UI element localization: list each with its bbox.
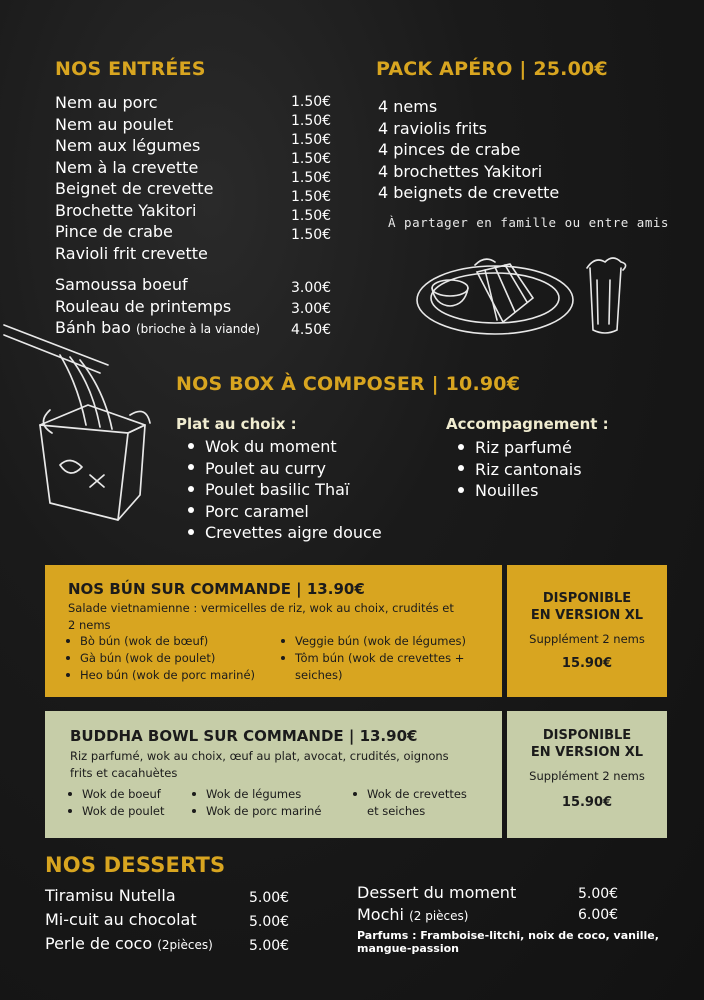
entrees-prices	[291, 93, 331, 245]
bullet-icon	[188, 529, 194, 535]
list-item: Tôm bún (wok de crevettes +	[281, 650, 466, 667]
list-item: Heo bún (wok de porc mariné)	[66, 667, 255, 684]
price: 3.00€	[291, 280, 332, 296]
list-item: Pince de crabe	[55, 222, 173, 241]
price: 1.50€	[291, 132, 332, 148]
list-item: 4 nems	[378, 97, 438, 116]
price: 5.00€	[249, 890, 290, 906]
apero-list	[378, 96, 559, 204]
plats-list	[188, 436, 382, 544]
bullet-icon	[192, 792, 196, 796]
price: 1.50€	[291, 170, 332, 186]
entrees-list	[55, 92, 213, 264]
parfums-line: mangue-passion	[357, 942, 459, 955]
price: 5.00€	[578, 886, 619, 902]
entrees-title: NOS ENTRÉES	[55, 58, 206, 80]
bun-panel	[45, 565, 502, 697]
accs-list	[458, 437, 582, 502]
bun-desc-line: 2 nems	[68, 618, 111, 632]
bullet-icon	[458, 444, 464, 450]
list-item: Porc caramel	[188, 501, 382, 523]
list-item: 4 beignets de crevette	[378, 183, 560, 202]
plate-beer-illustration	[415, 250, 635, 345]
list-item: Dessert du moment	[357, 883, 517, 902]
list-item: Poulet au curry	[188, 458, 382, 480]
list-item: Tiramisu Nutella	[45, 886, 176, 905]
list-item: Mi-cuit au chocolat	[45, 910, 197, 929]
list-item: Perle de coco (2pièces)	[45, 934, 213, 953]
price: 6.00€	[578, 907, 619, 923]
item-note: (2 pièces)	[409, 908, 469, 923]
bun-desc-line: Salade vietnamienne : vermicelles de riz, wok au choix, crudités et	[68, 601, 454, 615]
bullet-icon	[458, 487, 464, 493]
list-item: Nem au porc	[55, 93, 158, 112]
list-item: Wok de crevettes	[353, 786, 467, 803]
xl-price: 15.90€	[561, 656, 613, 671]
list-item: 4 raviolis frits	[378, 118, 487, 138]
list-item: Wok de boeuf	[68, 786, 164, 803]
list-item: Samoussa boeuf	[55, 275, 188, 294]
bun-title: NOS BÚN SUR COMMANDE | 13.90€	[68, 580, 365, 598]
list-item: 4 pinces de crabe	[378, 140, 521, 159]
bowl-xl-panel	[507, 711, 667, 838]
list-item: seiches)	[295, 668, 343, 682]
list-item: Ravioli frit crevette	[55, 243, 208, 263]
xl-supplement: Supplément 2 nems	[529, 769, 645, 783]
price: 1.50€	[291, 189, 332, 205]
list-item: Brochette Yakitori	[55, 200, 197, 220]
list-item: Bánh bao (brioche à la viande)	[55, 318, 261, 337]
list-item: Nem aux légumes	[55, 136, 201, 155]
list-item: Wok de poulet	[68, 803, 164, 820]
bowl-desc-line: Riz parfumé, wok au choix, œuf au plat, avocat, crudités, oignons	[70, 749, 449, 763]
bullet-icon	[458, 465, 464, 471]
desserts-right-list	[357, 882, 516, 927]
list-item: Nouilles	[458, 480, 582, 502]
bullet-icon	[66, 639, 70, 643]
xl-price: 15.90€	[561, 795, 613, 810]
list-item: Wok de porc mariné	[192, 803, 321, 820]
list-item: Veggie bún (wok de légumes)	[281, 633, 466, 650]
list-item: Nem au poulet	[55, 114, 174, 134]
price: 5.00€	[249, 914, 290, 930]
xl-supplement: Supplément 2 nems	[529, 632, 645, 646]
list-item: 4 brochettes Yakitori	[378, 161, 543, 181]
price: 1.50€	[291, 113, 332, 129]
bullet-icon	[188, 464, 194, 470]
price: 1.50€	[291, 208, 332, 224]
list-item: Nem à la crevette	[55, 157, 199, 177]
apero-title: PACK APÉRO | 25.00€	[376, 58, 608, 80]
bullet-icon	[281, 639, 285, 643]
box-title: NOS BOX À COMPOSER | 10.90€	[176, 373, 521, 395]
bullet-icon	[68, 792, 72, 796]
parfums-line: Parfums : Framboise-litchi, noix de coco, vanille,	[357, 929, 659, 942]
bullet-icon	[66, 656, 70, 660]
item-note: (brioche à la viande)	[136, 322, 261, 336]
bullet-icon	[353, 792, 357, 796]
bullet-icon	[192, 809, 196, 813]
price: 4.50€	[291, 322, 332, 338]
apero-note: À partager en famille ou entre amis	[388, 215, 669, 230]
bun-xl-panel	[507, 565, 667, 697]
plat-label: Plat au choix :	[176, 415, 297, 433]
bowl-desc-line: frits et cacahuètes	[70, 766, 178, 780]
bullet-icon	[188, 486, 194, 492]
bowl-col2	[192, 786, 321, 820]
bowl-panel	[45, 711, 502, 838]
price: 1.50€	[291, 151, 332, 167]
bullet-icon	[188, 507, 194, 513]
list-item: et seiches	[367, 804, 426, 818]
item-note: (2pièces)	[157, 938, 213, 952]
list-item: Crevettes aigre douce	[188, 522, 382, 544]
bullet-icon	[66, 673, 70, 677]
price: 1.50€	[291, 227, 332, 243]
xl-label: DISPONIBLE	[542, 728, 632, 743]
bullet-icon	[188, 443, 194, 449]
noodle-box-illustration	[0, 315, 160, 540]
list-item: Bò bún (wok de bœuf)	[66, 633, 255, 650]
mochi-parfums	[357, 929, 659, 955]
xl-label: DISPONIBLE	[542, 591, 632, 606]
price: 3.00€	[291, 301, 332, 317]
price: 5.00€	[249, 938, 290, 954]
list-item: Mochi (2 pièces)	[357, 904, 469, 924]
bullet-icon	[68, 809, 72, 813]
list-item: Poulet basilic Thaï	[188, 479, 382, 501]
bun-desc	[68, 600, 454, 634]
desserts-title: NOS DESSERTS	[45, 853, 226, 877]
list-item: Riz parfumé	[458, 437, 582, 459]
desserts-right-prices	[578, 884, 618, 926]
price: 1.50€	[291, 94, 332, 110]
bun-col2	[281, 633, 466, 684]
bowl-col1	[68, 786, 164, 820]
list-item: Wok de légumes	[192, 786, 321, 803]
xl-label: EN VERSION XL	[530, 608, 644, 623]
entrees-prices-2	[291, 278, 331, 341]
desserts-left-prices	[249, 886, 289, 958]
bullet-icon	[281, 656, 285, 660]
bowl-desc	[70, 748, 449, 782]
list-item: Rouleau de printemps	[55, 296, 232, 316]
list-item: Beignet de crevette	[55, 179, 214, 198]
list-item: Wok du moment	[188, 436, 382, 458]
acc-label: Accompagnement :	[446, 415, 609, 433]
list-item: Riz cantonais	[458, 459, 582, 481]
xl-label: EN VERSION XL	[530, 745, 644, 760]
bowl-col3	[353, 786, 467, 820]
bun-col1	[66, 633, 255, 684]
bowl-title: BUDDHA BOWL SUR COMMANDE | 13.90€	[70, 727, 418, 745]
list-item: Gà bún (wok de poulet)	[66, 650, 255, 667]
desserts-left-list	[45, 884, 213, 957]
